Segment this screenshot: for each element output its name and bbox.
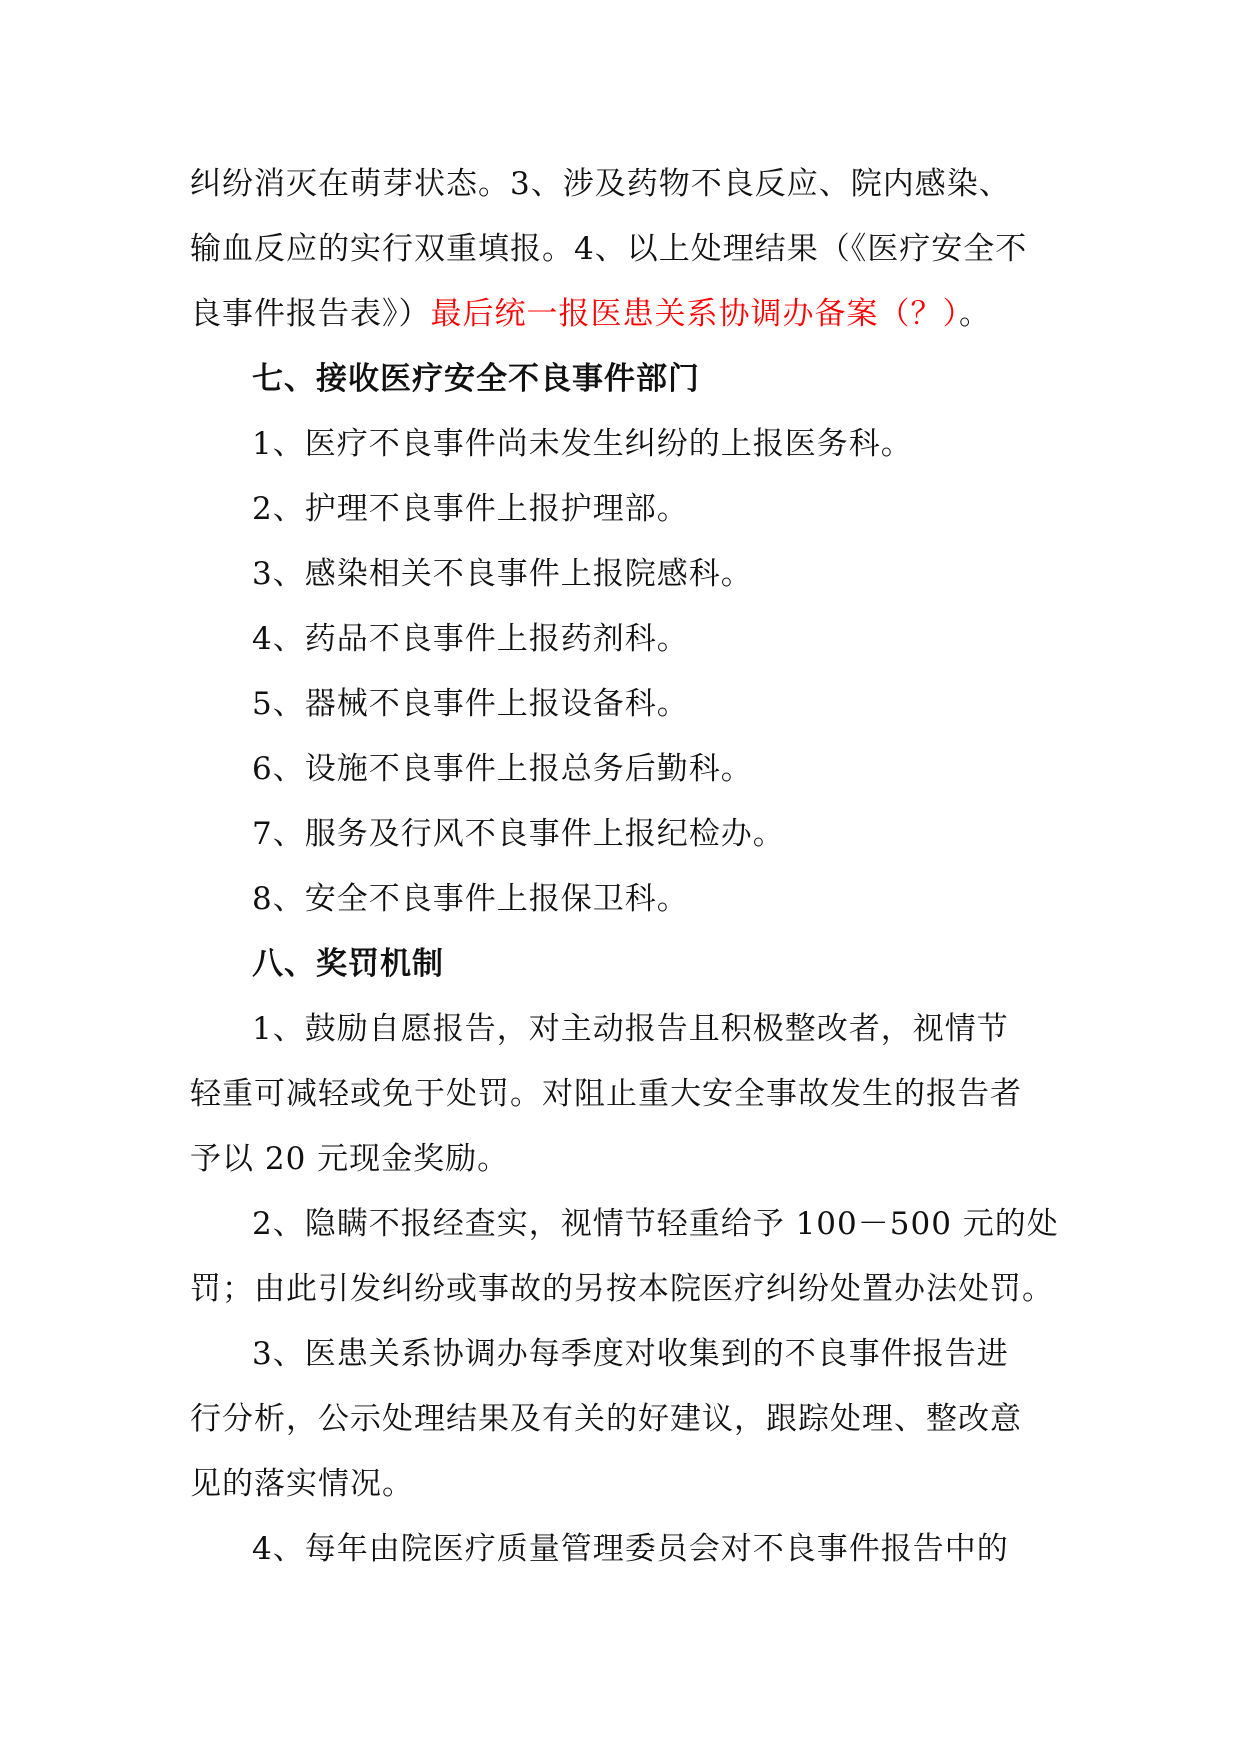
paragraph-line: 罚；由此引发纠纷或事故的另按本院医疗纠纷处置办法处罚。 (190, 1271, 1054, 1307)
paragraph-line: 3、医患关系协调办每季度对收集到的不良事件报告进 (252, 1336, 1009, 1372)
list-item: 8、安全不良事件上报保卫科。 (252, 881, 689, 917)
list-item: 5、器械不良事件上报设备科。 (252, 686, 689, 722)
paragraph-line: 1、鼓励自愿报告，对主动报告且积极整改者，视情节 (252, 1011, 1009, 1047)
list-item: 2、护理不良事件上报护理部。 (252, 491, 689, 527)
paragraph-line: 4、每年由院医疗质量管理委员会对不良事件报告中的 (252, 1531, 1009, 1567)
paragraph-line: 行分析，公示处理结果及有关的好建议，跟踪处理、整改意 (190, 1401, 1022, 1437)
list-item: 4、药品不良事件上报药剂科。 (252, 621, 689, 657)
list-item: 7、服务及行风不良事件上报纪检办。 (252, 816, 785, 852)
paragraph-line: 予以 20 元现金奖励。 (190, 1141, 510, 1177)
list-item: 6、设施不良事件上报总务后勤科。 (252, 751, 753, 787)
paragraph-line: 输血反应的实行双重填报。4、以上处理结果（《医疗安全不 (190, 231, 1028, 267)
paragraph-line: 见的落实情况。 (190, 1466, 414, 1502)
list-item: 3、感染相关不良事件上报院感科。 (252, 556, 753, 592)
document-body (190, 152, 1060, 1582)
paragraph-line: 良事件报告表》）最后统一报医患关系协调办备案（？）。 (190, 296, 991, 332)
highlighted-text: 最后统一报医患关系协调办备案（？） (430, 296, 959, 332)
section-heading: 八、奖罚机制 (252, 946, 444, 982)
paragraph-line: 轻重可减轻或免于处罚。对阻止重大安全事故发生的报告者 (190, 1076, 1022, 1112)
paragraph-line: 纠纷消灭在萌芽状态。3、涉及药物不良反应、院内感染、 (190, 166, 1011, 202)
paragraph-line: 2、隐瞒不报经查实，视情节轻重给予 100－500 元的处 (252, 1206, 1059, 1242)
section-heading: 七、接收医疗安全不良事件部门 (252, 361, 700, 397)
list-item: 1、医疗不良事件尚未发生纠纷的上报医务科。 (252, 426, 913, 462)
